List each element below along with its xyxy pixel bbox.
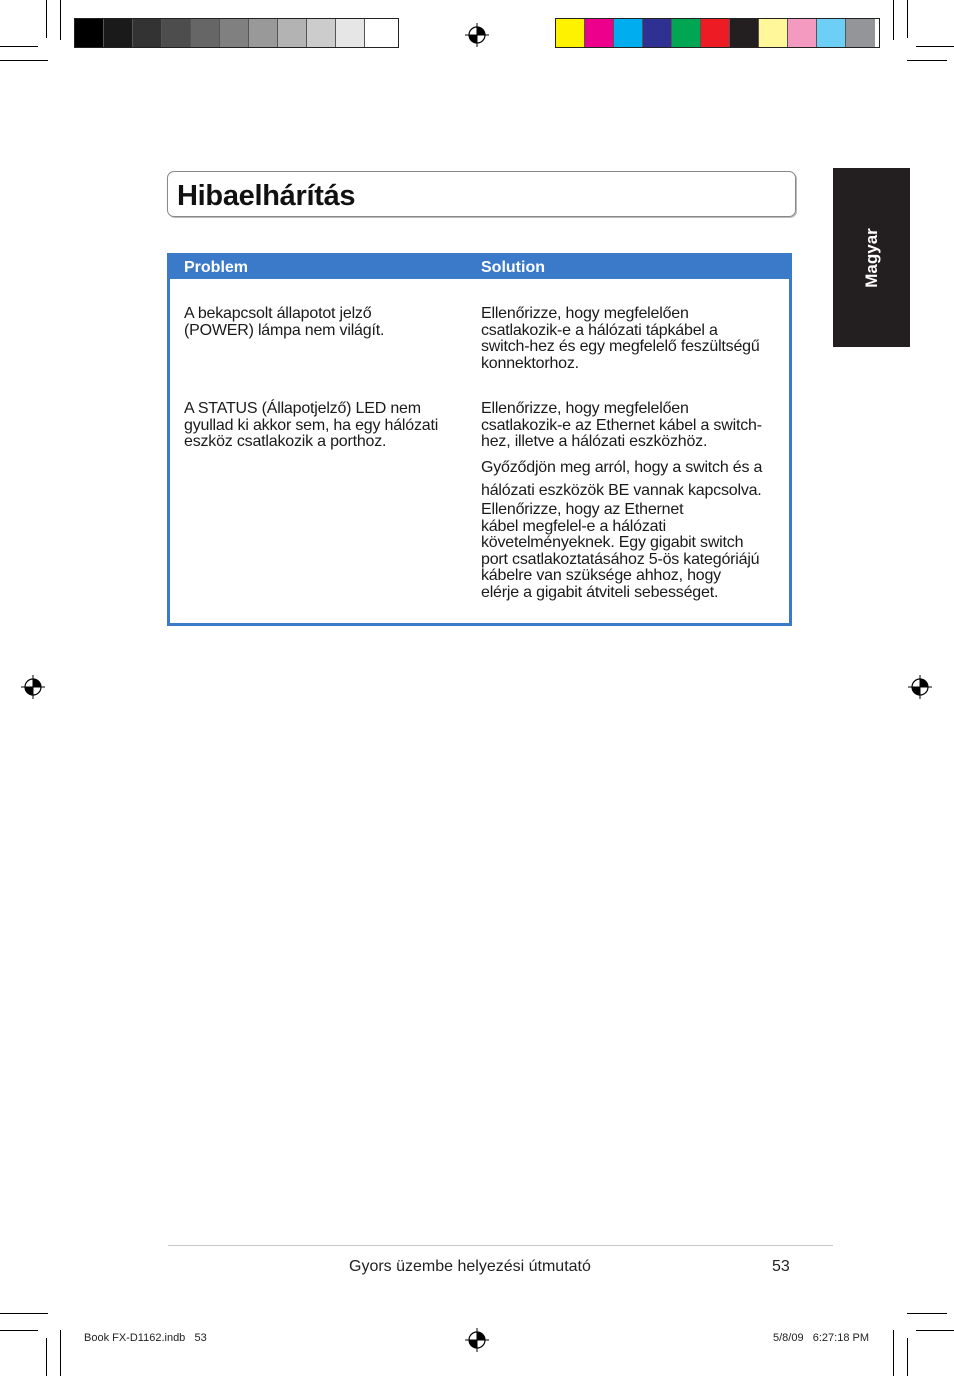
registration-mark-icon [465, 1328, 489, 1352]
page-title-box [167, 171, 796, 217]
solution-cell [481, 401, 762, 451]
color-swatch [817, 19, 846, 47]
color-swatch [730, 19, 759, 47]
crop-mark [907, 0, 908, 38]
crop-mark [0, 1330, 38, 1331]
page-title: Hibaelhárítás [177, 180, 356, 212]
registration-mark-icon [465, 23, 489, 47]
footer-divider [168, 1245, 833, 1246]
troubleshooting-table [167, 253, 792, 626]
text-line: Ellenőrizze, hogy megfelelően [481, 400, 689, 417]
text-line: követelményeknek. Egy gigabit switch [481, 534, 744, 551]
color-swatch [672, 19, 701, 47]
color-swatch [307, 19, 336, 47]
text-line: A bekapcsolt állapotot jelző [184, 305, 372, 322]
problem-cell [184, 401, 438, 451]
text-line: (POWER) lámpa nem világít. [184, 321, 385, 339]
print-slug-timestamp: 5/8/09 6:27:18 PM [773, 1332, 870, 1344]
text-line: konnektorhoz. [481, 354, 579, 372]
color-swatch [191, 19, 220, 47]
crop-mark [916, 46, 954, 47]
crop-mark [0, 46, 38, 47]
color-swatch [162, 19, 191, 47]
color-swatch [614, 19, 643, 47]
column-header-solution: Solution [481, 259, 545, 276]
language-tab-label: Magyar [861, 227, 881, 288]
grayscale-calibration-strip [74, 18, 399, 48]
print-slug-file: Book FX-D1162.indb 53 [84, 1332, 207, 1344]
crop-mark [916, 1330, 954, 1331]
crop-mark [893, 1330, 894, 1376]
crop-mark [46, 1338, 47, 1376]
color-swatch [788, 19, 817, 47]
color-swatch [133, 19, 162, 47]
color-swatch [585, 19, 614, 47]
solution-cell [481, 502, 759, 601]
color-swatch [249, 19, 278, 47]
color-swatch [104, 19, 133, 47]
problem-cell [184, 306, 384, 339]
text-line: csatlakozik-e az Ethernet kábel a switch- [481, 416, 762, 434]
text-line: Ellenőrizze, hogy megfelelően [481, 305, 689, 322]
color-swatch [701, 19, 730, 47]
crop-mark [907, 60, 947, 61]
column-header-problem: Problem [184, 259, 249, 276]
table-header-row [170, 256, 789, 279]
color-swatch [278, 19, 307, 47]
text-line: csatlakozik-e a hálózati tápkábel a [481, 321, 718, 339]
footer-guide-title: Gyors üzembe helyezési útmutató [349, 1258, 591, 1275]
color-swatch [556, 19, 585, 47]
page-number: 53 [772, 1258, 790, 1275]
solution-cell [481, 306, 760, 372]
crop-mark [0, 60, 48, 61]
language-side-tab [833, 168, 910, 347]
solution-cell [481, 456, 762, 502]
text-line: Győződjön meg arról, hogy a switch és a [481, 459, 763, 476]
crop-mark [893, 0, 894, 40]
color-swatch [846, 19, 875, 47]
registration-mark-icon [21, 675, 45, 699]
text-line: kábelre van szüksége ahhoz, hogy [481, 567, 721, 584]
text-line: eszköz csatlakozik a porthoz. [184, 433, 387, 450]
color-swatch [643, 19, 672, 47]
text-line: A STATUS (Állapotjelző) LED nem [184, 400, 421, 417]
color-swatch [759, 19, 788, 47]
crop-mark [907, 1338, 908, 1376]
registration-mark-icon [908, 675, 932, 699]
color-swatch [336, 19, 365, 47]
color-calibration-strip [555, 18, 880, 48]
text-line: Ellenőrizze, hogy az Ethernet [481, 501, 684, 518]
crop-mark [46, 0, 47, 38]
text-line: port csatlakoztatásához 5-ös kategóriájú [481, 550, 760, 568]
text-line: elérje a gigabit átviteli sebességet. [481, 583, 719, 601]
color-swatch [365, 19, 394, 47]
color-swatch [75, 19, 104, 47]
crop-mark [60, 0, 61, 40]
text-line: gyullad ki akkor sem, ha egy hálózati [184, 416, 439, 434]
text-line: hálózati eszközök BE vannak kapcsolva. [481, 482, 762, 499]
crop-mark [907, 1313, 947, 1314]
text-line: switch-hez és egy megfelelő feszültségű [481, 338, 760, 355]
crop-mark [0, 1313, 48, 1314]
text-line: kábel megfelel-e a hálózati [481, 517, 666, 535]
color-swatch [220, 19, 249, 47]
text-line: hez, illetve a hálózati eszközhöz. [481, 433, 708, 450]
crop-mark [60, 1330, 61, 1376]
